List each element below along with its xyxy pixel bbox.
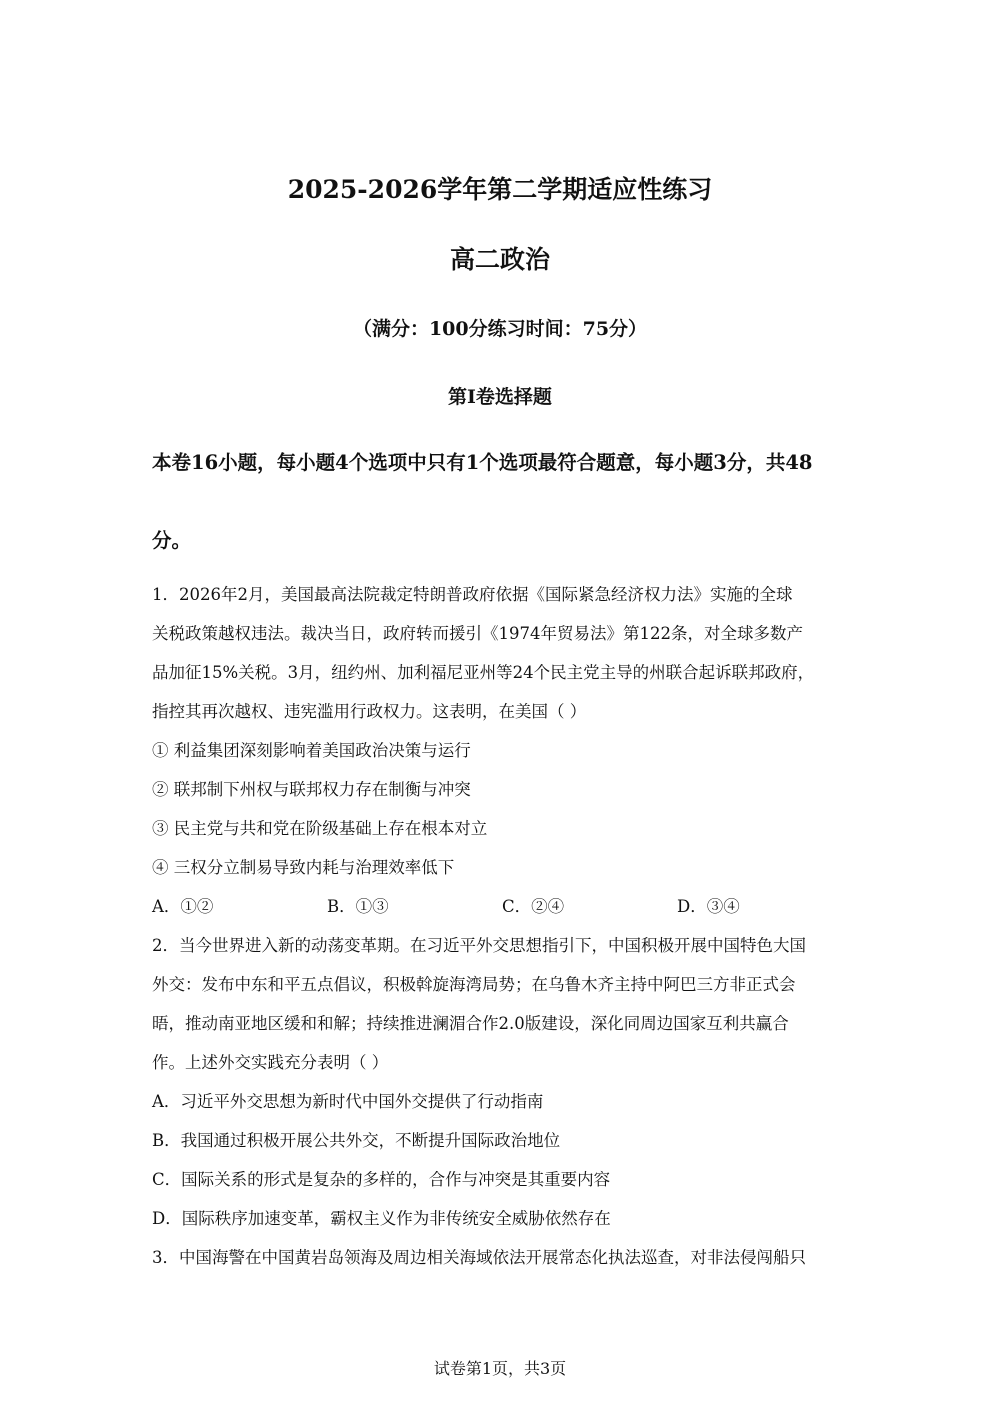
option-a: A．①② bbox=[152, 897, 214, 916]
question-block bbox=[152, 575, 857, 1277]
question-3-stem: 3．中国海警在中国黄岩岛领海及周边相关海域依法开展常态化执法巡查，对非法侵闯船只 bbox=[152, 1248, 806, 1267]
statement-2: ② 联邦制下州权与联邦权力存在制衡与冲突 bbox=[152, 780, 471, 799]
question-1-options bbox=[152, 887, 857, 926]
question-2-stem: 作。上述外交实践充分表明（ ） bbox=[152, 1053, 389, 1072]
instruction-line: 本卷16小题，每小题4个选项中只有1个选项最符合题意，每小题3分，共48 bbox=[152, 451, 813, 474]
question-1-stem: 指控其再次越权、违宪滥用行政权力。这表明，在美国（ ） bbox=[152, 702, 587, 721]
option-a: A．习近平外交思想为新时代中国外交提供了行动指南 bbox=[152, 1092, 544, 1111]
option-c: C．国际关系的形式是复杂的多样的，合作与冲突是其重要内容 bbox=[152, 1170, 611, 1189]
question-1-stem: 1．2026年2月，美国最高法院裁定特朗普政府依据《国际紧急经济权力法》实施的全球 bbox=[152, 585, 793, 604]
statement-1: ① 利益集团深刻影响着美国政治决策与运行 bbox=[152, 741, 471, 760]
section-title: 第I卷选择题 bbox=[448, 386, 552, 408]
statement-4: ④ 三权分立制易导致内耗与治理效率低下 bbox=[152, 858, 455, 877]
statement-3: ③ 民主党与共和党在阶级基础上存在根本对立 bbox=[152, 819, 488, 838]
option-b: B．我国通过积极开展公共外交，不断提升国际政治地位 bbox=[152, 1131, 561, 1150]
question-1-stem: 品加征15%关税。3月，纽约州、加利福尼亚州等24个民主党主导的州联合起诉联邦政府， bbox=[152, 663, 815, 682]
option-b: B．①③ bbox=[327, 897, 389, 916]
exam-title: 2025-2026学年第二学期适应性练习 bbox=[287, 175, 713, 204]
option-d: D．③④ bbox=[677, 897, 740, 916]
question-2-stem: 晤，推动南亚地区缓和和解；持续推进澜湄合作2.0版建设，深化同周边国家互利共赢合 bbox=[152, 1014, 789, 1033]
question-2-stem: 2．当今世界进入新的动荡变革期。在习近平外交思想指引下，中国积极开展中国特色大国 bbox=[152, 936, 806, 955]
question-2-stem: 外交：发布中东和平五点倡议，积极斡旋海湾局势；在乌鲁木齐主持中阿巴三方非正式会 bbox=[152, 975, 796, 994]
question-1-stem: 关税政策越权违法。裁决当日，政府转而援引《1974年贸易法》第122条，对全球多数产 bbox=[152, 624, 803, 643]
page-footer: 试卷第1页，共3页 bbox=[433, 1359, 567, 1378]
option-c: C．②④ bbox=[502, 897, 565, 916]
subject-title: 高二政治 bbox=[449, 245, 550, 274]
score-info: （满分：100分练习时间：75分） bbox=[352, 318, 648, 340]
instruction-line: 分。 bbox=[152, 529, 192, 552]
option-d: D．国际秩序加速变革，霸权主义作为非传统安全威胁依然存在 bbox=[152, 1209, 611, 1228]
section-instructions bbox=[152, 424, 852, 580]
